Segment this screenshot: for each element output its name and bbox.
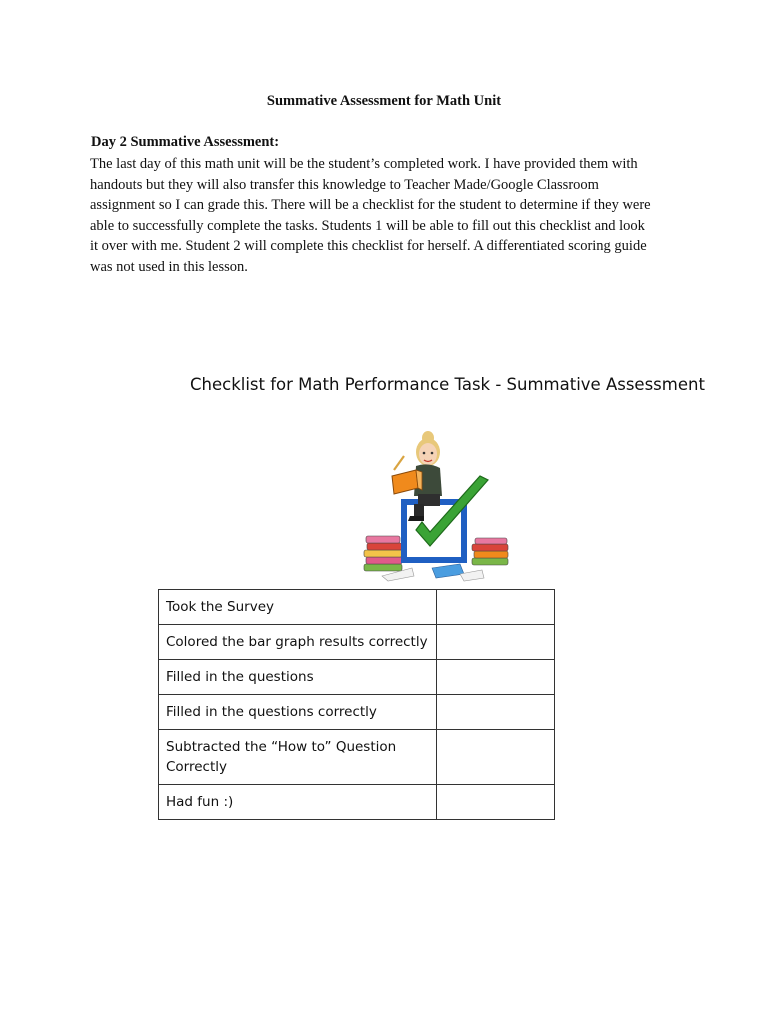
paragraph-line: was not used in this lesson. [90,258,248,275]
checklist-table [158,589,555,820]
table-row [159,785,555,820]
paragraph-line: The last day of this math unit will be the student’s completed work. I have provided them with [90,156,638,172]
checklist-item-label: Had fun :) [159,785,437,820]
checklist-check-cell[interactable] [436,695,554,730]
table-row [159,625,555,660]
checklist-check-cell[interactable] [436,730,554,785]
teacher-checkmark-illustration [352,426,518,584]
paragraph-line: assignment so I can grade this. There will be a checklist for the student to determine if they were [90,197,651,213]
checklist-check-cell[interactable] [436,785,554,820]
body-paragraph [90,154,686,277]
checklist-item-label: Took the Survey [159,590,437,625]
checklist-item-label: Colored the bar graph results correctly [159,625,437,660]
section-heading: Day 2 Summative Assessment: [91,134,280,150]
table-row [159,590,555,625]
checklist-check-cell[interactable] [436,625,554,660]
paragraph-line: handouts but they will also transfer this knowledge to Teacher Made/Google Classroom [90,176,599,193]
checklist-check-cell[interactable] [436,660,554,695]
paragraph-line: it over with me. Student 2 will complete this checklist for herself. A differentiated scoring guide [90,238,647,254]
checklist-item-label: Filled in the questions [159,660,437,695]
checklist-title: Checklist for Math Performance Task - Summative Assessment [190,375,705,394]
table-row [159,730,555,785]
table-row [159,695,555,730]
checklist-check-cell[interactable] [436,590,554,625]
paragraph-line: able to successfully complete the tasks. Students 1 will be able to fill out this checklist and look [90,217,645,234]
checklist-item-label: Subtracted the “How to” Question Correctly [159,730,437,785]
checklist-item-label: Filled in the questions correctly [159,695,437,730]
table-row [159,660,555,695]
document-title: Summative Assessment for Math Unit [266,93,502,109]
